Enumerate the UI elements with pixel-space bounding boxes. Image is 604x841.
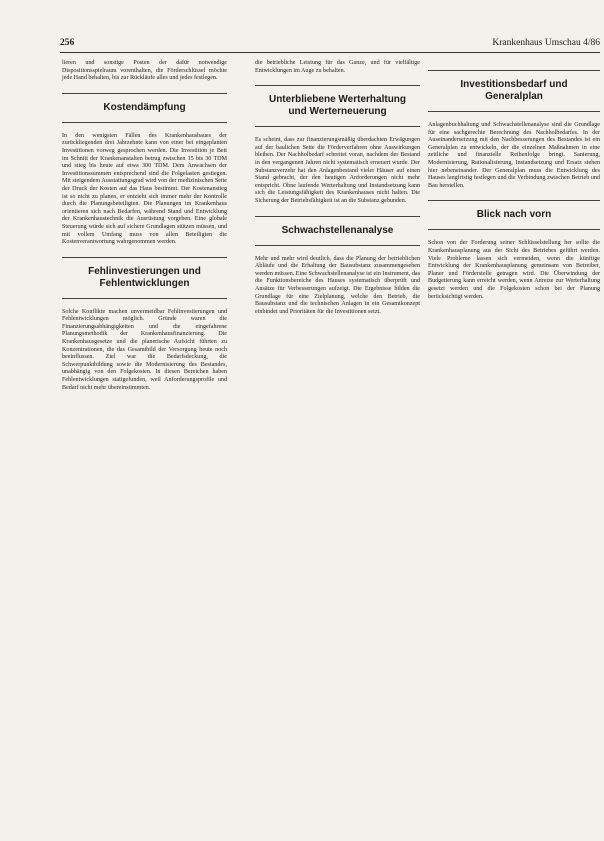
column-2 [255, 60, 420, 320]
col3-text-2: Schon von der Forderung seiner Schlüsselstellung her sollte die Krankenhausplanung aus der Sicht des Betriebes geführt werden. Viele Probleme lassen sich vermeiden, wenn die künftige Entwicklung der Krankenhausplanung gemeinsam von Betreiber, Planer und Förderstelle getragen wird. Die Überwindung der Budgetierung kann erreicht werden, wenn Anreize zur Werterhaltung gesetzt werden und die Folgekosten schon bei der Planung berücksichtigt werden. [428, 240, 600, 300]
col1-text-2: Solche Konflikte machen unvermeidbar Fehlinvestierungen und Fehlentwicklungen möglich. Gründe waren die Finanzierungsabhängigkeiten und die eingefahrene Planungsmethodik der Krankenhausfinanzierung. Die Krankenhausgesetze und die planerische Aufsicht führten zu Konzentrationen, die das Gesamtbild der Versorgung heute noch beeinflussen. Ziel war die Bedarfsdeckung, die Schwerpunktbildung sowie die Modernisierung des Bestandes, unabhängig von den Folgekosten. In diesen Bereichen haben Fehlentwicklungen stattgefunden, weil Anforderungsprofile und Bedarf nicht mehr übereinstimmten. [62, 308, 227, 391]
col2-text-1: Es scheint, dass zur finanzierungsmäßig überdachten Erwägungen auf der baulichen Seite die Förderverfahren ohne Auswirkungen bleiben. Der Nachholbedarf schreitet voran, nachdem der Bestand in den vergangenen Jahren nicht systematisch erneuert wurde. Der Substanzverzehr hat den Anlagenbestand vieler Häuser auf einen Stand gebracht, der den heutigen Anforderungen nicht mehr entspricht. Ohne laufende Werterhaltung und Instandsetzung kann sich die Leistungsfähigkeit des Krankenhauses nicht halten. Die Sicherung der Betriebsfähigkeit ist an die Substanz gebunden. [255, 137, 420, 204]
page-number: 256 [60, 38, 75, 48]
column-3 [428, 60, 600, 305]
page-header [60, 38, 600, 53]
column-1 [62, 60, 227, 396]
col3-heading-2: Blick nach vorn [428, 200, 600, 230]
col1-heading-1: Kostendämpfung [62, 93, 227, 123]
col3-text-1: Anlagenbuchhaltung und Schwachstellenanalyse sind die Grundlage für eine sachgerechte Berechnung des Nachholbedarfes. In der Auseinandersetzung mit den Nachbesserungen des Bestandes ist ein Generalplan zu entwickeln, der die einzelnen Maßnahmen in eine zeitliche und finanzielle Reihenfolge bringt. Sanierung, Modernisierung, Rationalisierung, Instandsetzung und Ersatz stehen hier nebeneinander. Der Generalplan muss die Entwicklung des Hauses langfristig festlegen und die Verbindung zwischen Betrieb und Bau herstellen. [428, 122, 600, 189]
col1-text-1: In den wenigsten Fällen des Krankenhausbaues der zurückliegenden drei Jahrzehnte kann von einer bei eingeplanten Investitionen vorweg gesprochen werden. Die Investition je Bett im Schnitt der Krankenanstalten betrug zwischen 15 bis 30 TDM und stieg bis heute auf etwa 300 TDM. Dem Anwachsen der Investitionssummen entsprechend sind die Folgelasten gestiegen. Mit steigendem Ausstattungsgrad wird von der medizinischen Seite der Druck der Kosten auf das Haus bestimmt. Der Kostenanstieg ist so nicht zu planen, er entzieht sich immer mehr der Kontrolle durch die Planungsbeteiligten. Die Planungen im Krankenhaus orientieren sich nach Bedarfen, während Stand und Entwicklung der Krankenhaustechnik die Ausrüstung vorgeben. Eine globale Steuerung würde sich auf sichere Grundlagen stützen müssen, und mit vollem Umfang muss von allen Beteiligten die Kostenverantwortung wahrgenommen werden. [62, 132, 227, 246]
col2-intro: die betriebliche Leistung für das Ganze, und für vielfältige Entwicklungen im Auge zu behalten. [255, 60, 420, 74]
col2-heading-2: Schwachstellenanalyse [255, 216, 420, 246]
col2-heading-1: Unterbliebene Werterhaltung und Werterneuerung [255, 85, 420, 127]
col1-intro: lieren und sonstige Posten der dafür notwendige Dispositionsspielraum vorenthalten, die Förderschlüssel möchte jede Hand behalten, bis zur Rückläufe alles und jedes festlegen. [62, 60, 227, 82]
col3-heading-1: Investitionsbedarf und Generalplan [428, 70, 600, 112]
col2-text-2: Mehr und mehr wird deutlich, dass die Planung der betrieblichen Abläufe und die Erhaltung der Bausubstanz zusammengesehen werden müssen. Eine Schwachstellenanalyse ist ein Instrument, das die Funktionsbereiche des Hauses systematisch überprüft und Ansätze für Verbesserungen aufzeigt. Die Ergebnisse bilden die Grundlage für eine Zielplanung, welche den Betrieb, die Bausubstanz und die technischen Anlagen in ein Gesamtkonzept einbindet und Prioritäten für die Investitionen setzt. [255, 255, 420, 315]
running-title: Krankenhaus Umschau 4/86 [492, 38, 600, 48]
col1-heading-2: Fehlinvestierungen und Fehlentwicklungen [62, 257, 227, 299]
